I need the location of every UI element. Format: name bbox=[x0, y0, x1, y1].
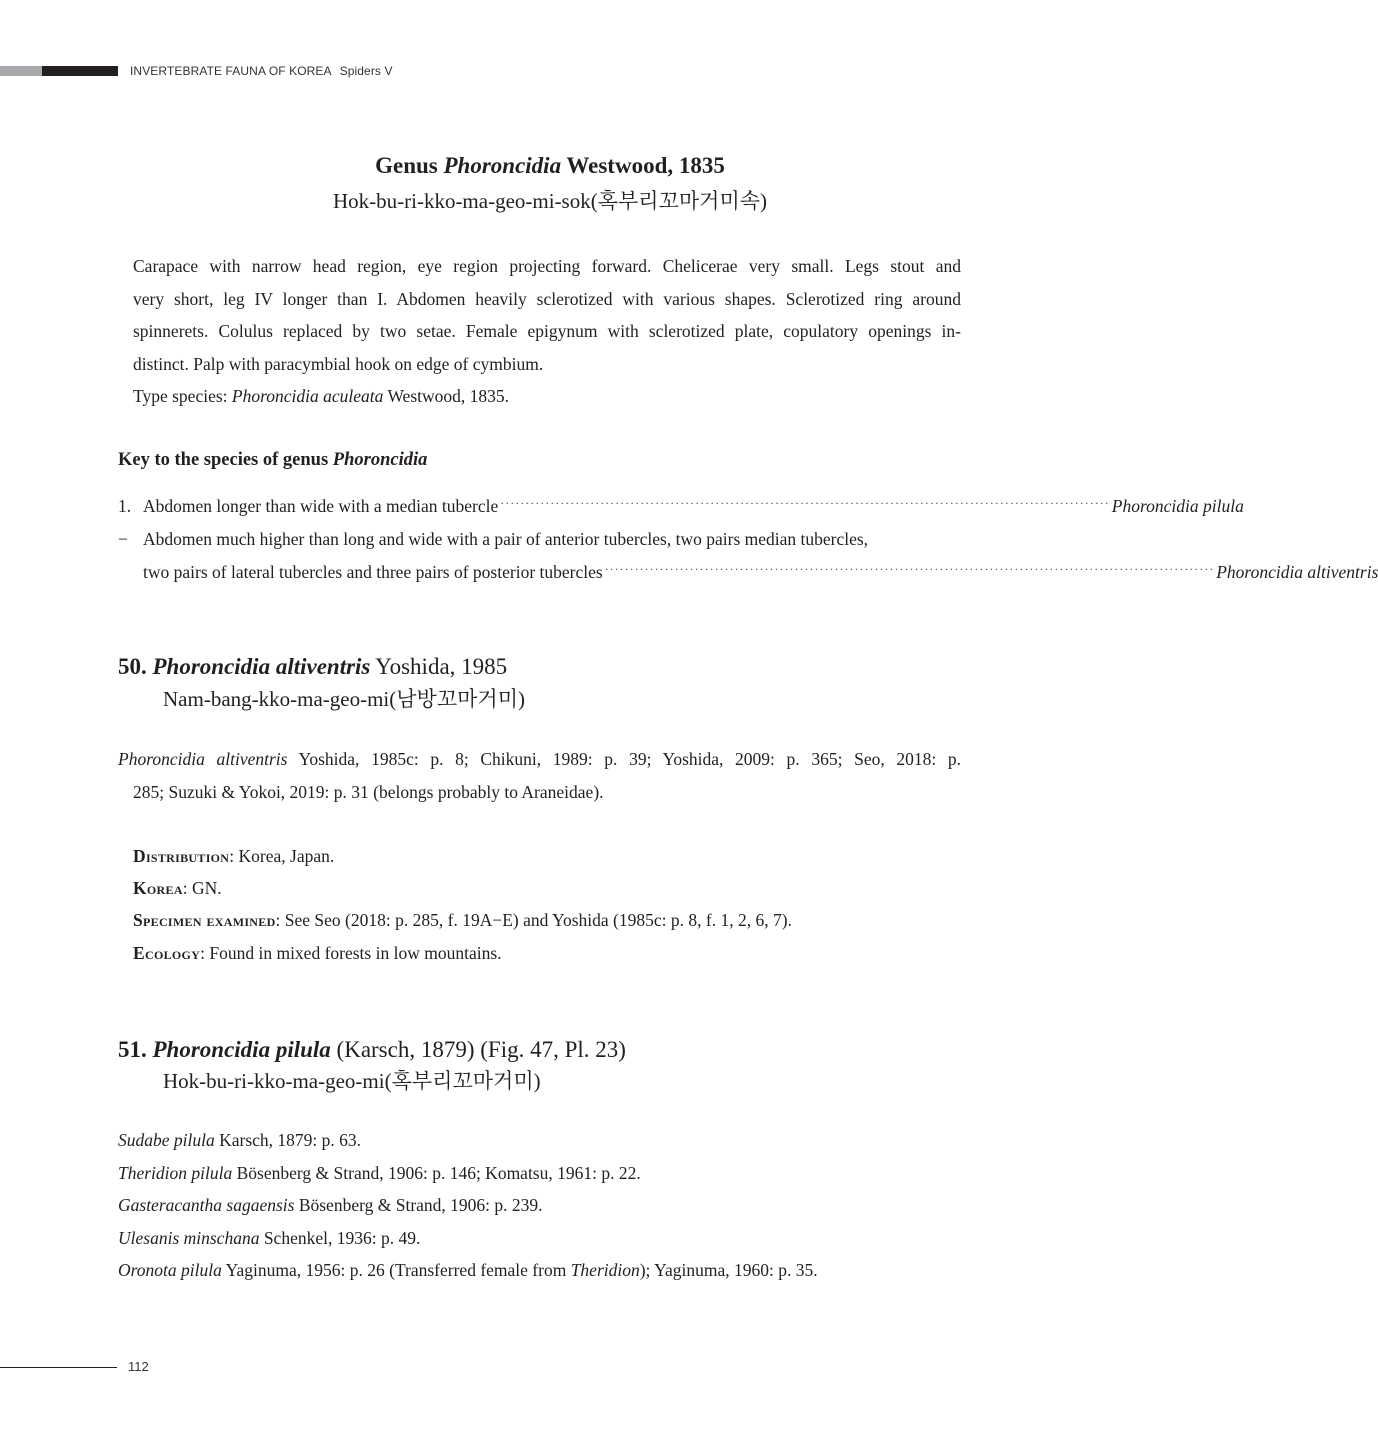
synonym-name: Ulesanis minschana bbox=[118, 1228, 260, 1248]
korea-label: Korea bbox=[133, 878, 183, 898]
leader-dots: ·························································································································· bbox=[604, 562, 1215, 576]
synonym-ref: Schenkel, 1936: p. 49. bbox=[263, 1228, 421, 1248]
species-author: Yoshida, 1985 bbox=[375, 654, 508, 679]
specimen-examined bbox=[133, 904, 792, 936]
specimen-value: : See Seo (2018: p. 285, f. 19A−E) and Yoshida (1985c: p. 8, f. 1, 2, 6, 7). bbox=[275, 910, 792, 930]
key-result: Phoroncidia pilula bbox=[1111, 496, 1244, 516]
synonym-name: Oronota pilula bbox=[118, 1260, 222, 1280]
species-51-title bbox=[118, 1035, 626, 1065]
synonym-ref: Bösenberg & Strand, 1906: p. 239. bbox=[298, 1195, 543, 1215]
distribution-label: Distribution bbox=[133, 846, 230, 866]
header-bar-black bbox=[42, 66, 118, 76]
type-species bbox=[133, 380, 509, 412]
synonym-entry bbox=[118, 1124, 361, 1156]
synonym-name: Phoroncidia altiventris bbox=[118, 749, 288, 769]
description-line: very short, leg IV longer than I. Abdomen heavily sclerotized with various shapes. Sclerotized ring around bbox=[133, 288, 961, 309]
key-title-genus: Phoroncidia bbox=[332, 450, 428, 470]
key-title-text: Key to the species of genus bbox=[118, 450, 329, 470]
header-bar-gray bbox=[0, 66, 42, 76]
species-romanized: Nam-bang-kko-ma-geo-mi bbox=[163, 687, 390, 711]
ecology bbox=[133, 937, 502, 969]
key-title bbox=[118, 446, 427, 474]
species-hangul: (혹부리꼬마거미) bbox=[384, 1069, 541, 1093]
series-title: INVERTEBRATE FAUNA OF KOREA bbox=[130, 64, 332, 78]
specimen-label: Specimen examined bbox=[133, 910, 276, 930]
species-51-korean bbox=[163, 1067, 541, 1095]
type-species-author: Westwood, 1835. bbox=[387, 386, 510, 406]
synonym-name: Theridion pilula bbox=[118, 1163, 233, 1183]
synonym-name: Sudabe pilula bbox=[118, 1130, 215, 1150]
page-number: 112 bbox=[128, 1359, 149, 1374]
key-text: Abdomen longer than wide with a median tubercle bbox=[143, 496, 499, 516]
description-line: spinnerets. Colulus replaced by two setae. Female epigynum with sclerotized plate, copulatory openings in- bbox=[133, 321, 961, 341]
synonym-entry bbox=[118, 1157, 641, 1189]
synonym-ref-italic: Theridion bbox=[570, 1260, 640, 1280]
leader-dots: ·························································································································· bbox=[500, 496, 1110, 510]
genus-author: Westwood, 1835 bbox=[566, 153, 725, 178]
synonymy-line: 285; Suzuki & Yokoi, 2019: p. 31 (belongs probably to Araneidae). bbox=[133, 781, 604, 802]
synonym-entry bbox=[118, 1254, 818, 1286]
species-name: Phoroncidia pilula bbox=[152, 1037, 331, 1062]
genus-description bbox=[118, 250, 961, 380]
synonym-entry bbox=[118, 1222, 420, 1254]
distribution bbox=[133, 840, 334, 872]
species-hangul: (남방꼬마거미) bbox=[389, 687, 525, 711]
footer-rule bbox=[0, 1367, 117, 1368]
volume-title: Spiders V bbox=[339, 64, 393, 78]
genus-hangul: (혹부리꼬마거미속) bbox=[590, 189, 768, 213]
key-result: Phoroncidia altiventris bbox=[1216, 562, 1378, 582]
species-romanized: Hok-bu-ri-kko-ma-geo-mi bbox=[163, 1069, 385, 1093]
korea-record bbox=[133, 872, 222, 904]
genus-romanized: Hok-bu-ri-kko-ma-geo-mi-sok bbox=[332, 189, 591, 213]
description-line: Carapace with narrow head region, eye region projecting forward. Chelicerae very small. Legs stout and bbox=[133, 256, 961, 276]
genus-prefix: Genus bbox=[375, 153, 438, 178]
type-species-name: Phoroncidia aculeata bbox=[231, 386, 384, 406]
genus-korean-name bbox=[0, 187, 1100, 215]
species-50-korean bbox=[163, 685, 525, 713]
key-text: two pairs of lateral tubercles and three pairs of posterior tubercles bbox=[143, 562, 603, 582]
species-author: (Karsch, 1879) (Fig. 47, Pl. 23) bbox=[336, 1037, 626, 1062]
key-marker: 1. bbox=[118, 496, 132, 516]
ecology-label: Ecology bbox=[133, 943, 201, 963]
synonymy-line bbox=[118, 743, 961, 776]
genus-title bbox=[0, 152, 1100, 180]
synonym-ref: Bösenberg & Strand, 1906: p. 146; Komatsu, 1961: p. 22. bbox=[236, 1163, 641, 1183]
distribution-value: : Korea, Japan. bbox=[229, 846, 335, 866]
key-text: Abdomen much higher than long and wide with a pair of anterior tubercles, two pairs median tubercles, bbox=[143, 529, 869, 549]
synonym-ref: Yoshida, 1985c: p. 8; Chikuni, 1989: p. 39; Yoshida, 2009: p. 365; Seo, 2018: p. bbox=[298, 749, 961, 769]
genus-name: Phoroncidia bbox=[443, 153, 562, 178]
synonym-ref: Karsch, 1879: p. 63. bbox=[219, 1130, 362, 1150]
synonym-ref-end: ); Yaginuma, 1960: p. 35. bbox=[639, 1260, 818, 1280]
species-name: Phoroncidia altiventris bbox=[152, 654, 371, 679]
species-50-title bbox=[118, 652, 507, 682]
ecology-value: : Found in mixed forests in low mountains. bbox=[200, 943, 502, 963]
species-number: 51. bbox=[118, 1037, 147, 1062]
key-marker: − bbox=[118, 529, 128, 549]
synonym-entry bbox=[118, 1189, 543, 1221]
synonym-name: Gasteracantha sagaensis bbox=[118, 1195, 295, 1215]
species-50-synonymy bbox=[118, 743, 961, 808]
type-species-label: Type species: bbox=[133, 386, 228, 406]
synonym-ref: Yaginuma, 1956: p. 26 (Transferred female from bbox=[225, 1260, 571, 1280]
species-number: 50. bbox=[118, 654, 147, 679]
description-line: distinct. Palp with paracymbial hook on edge of cymbium. bbox=[133, 353, 544, 374]
running-head bbox=[130, 64, 393, 78]
korea-value: : GN. bbox=[182, 878, 222, 898]
